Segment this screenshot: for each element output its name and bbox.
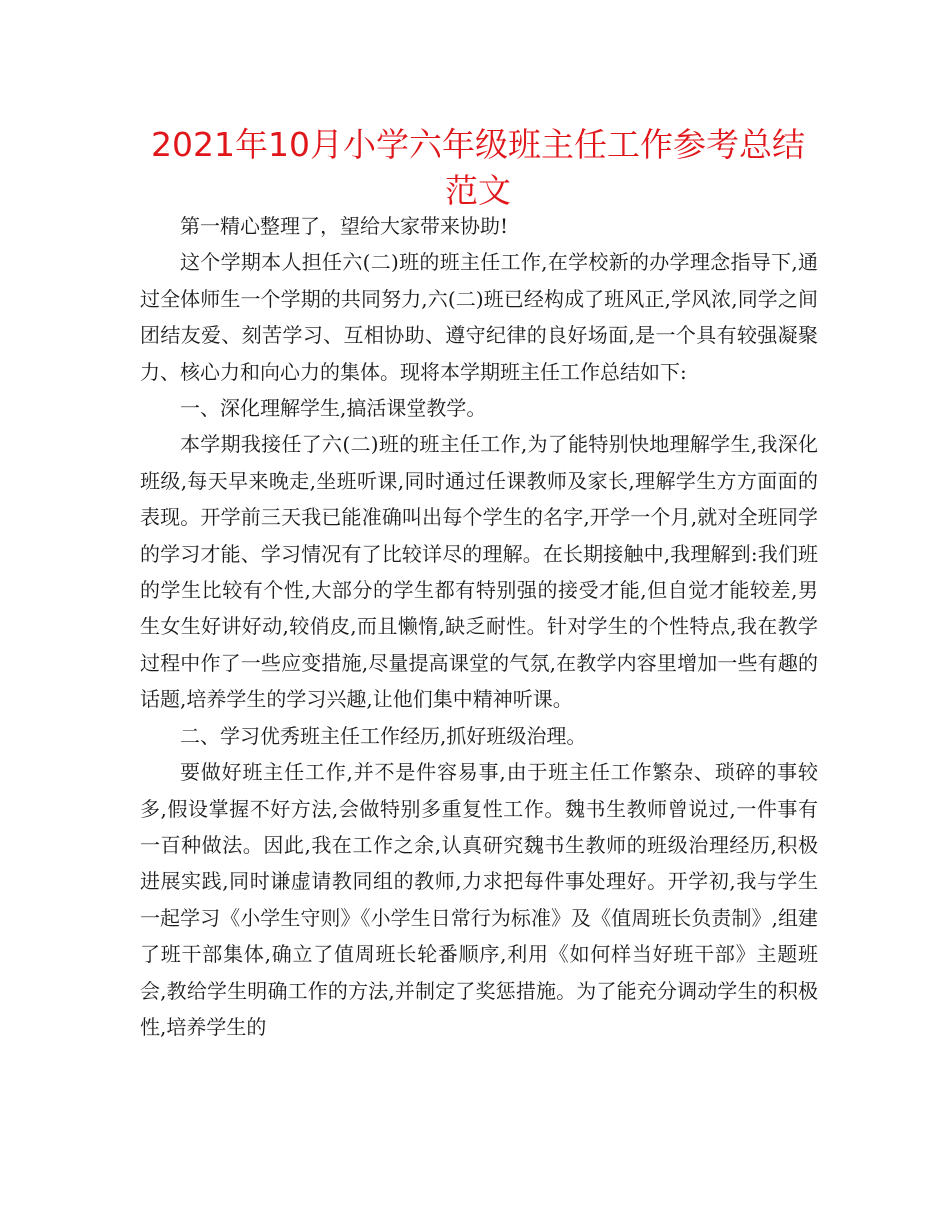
document-body <box>140 208 818 1045</box>
paragraph-intro: 第一精心整理了，望给大家带来协助! <box>180 214 509 238</box>
paragraph-section-2: 要做好班主任工作,并不是件容易事,由于班主任工作繁杂、琐碎的事较多,假设掌握不好方法,会做特别多重复性工作。魏书生教师曾说过,一件事有一百种做法。因此,我在工作之余,认真研究魏书生教师的班级治理经历,积极进展实践,同时谦虚请教同组的教师,力求把每件事处理好。开学初,我与学生一起学习《小学生守则》《小学生日常行为标准》及《值周班长负责制》,组建了班干部集体,确立了值周班长轮番顺序,利用《如何样当好班干部》主题班会,教给学生明确工作的方法,并制定了奖惩措施。为了能充分调动学生的积极性,培养学生的 <box>140 760 818 1039</box>
document-title: 2021年10月小学六年级班主任工作参考总结范文 <box>151 125 805 210</box>
section-heading-1: 一、深化理解学生,搞活课堂教学。 <box>180 396 487 421</box>
section-heading-2: 二、学习优秀班主任工作经历,抓好班级治理。 <box>180 723 587 748</box>
paragraph-overview: 这个学期本人担任六(二)班的班主任工作,在学校新的办学理念指导下,通过全体师生一个学期的共同努力,六(二)班已经构成了班风正,学风浓,同学之间团结友爱、刻苦学习、互相协助、遵守纪律的良好场面,是一个具有较强凝聚力、核心力和向心力的集体。现将本学期班主任工作总结如下: <box>140 250 818 384</box>
paragraph-section-1: 本学期我接任了六(二)班的班主任工作,为了能特别快地理解学生,我深化班级,每天早来晚走,坐班听课,同时通过任课教师及家长,理解学生方方面面的表现。开学前三天我已能准确叫出每个学生的名字,开学一个月,就对全班同学的学习才能、学习情况有了比较详尽的理解。在长期接触中,我理解到:我们班的学生比较有个性,大部分的学生都有特别强的接受才能,但自觉才能较差,男生女生好讲好动,较俏皮,而且懒惰,缺乏耐性。针对学生的个性特点,我在教学过程中作了一些应变措施,尽量提高课堂的气氛,在教学内容里增加一些有趣的话题,培养学生的学习兴趣,让他们集中精神听课。 <box>140 432 818 712</box>
